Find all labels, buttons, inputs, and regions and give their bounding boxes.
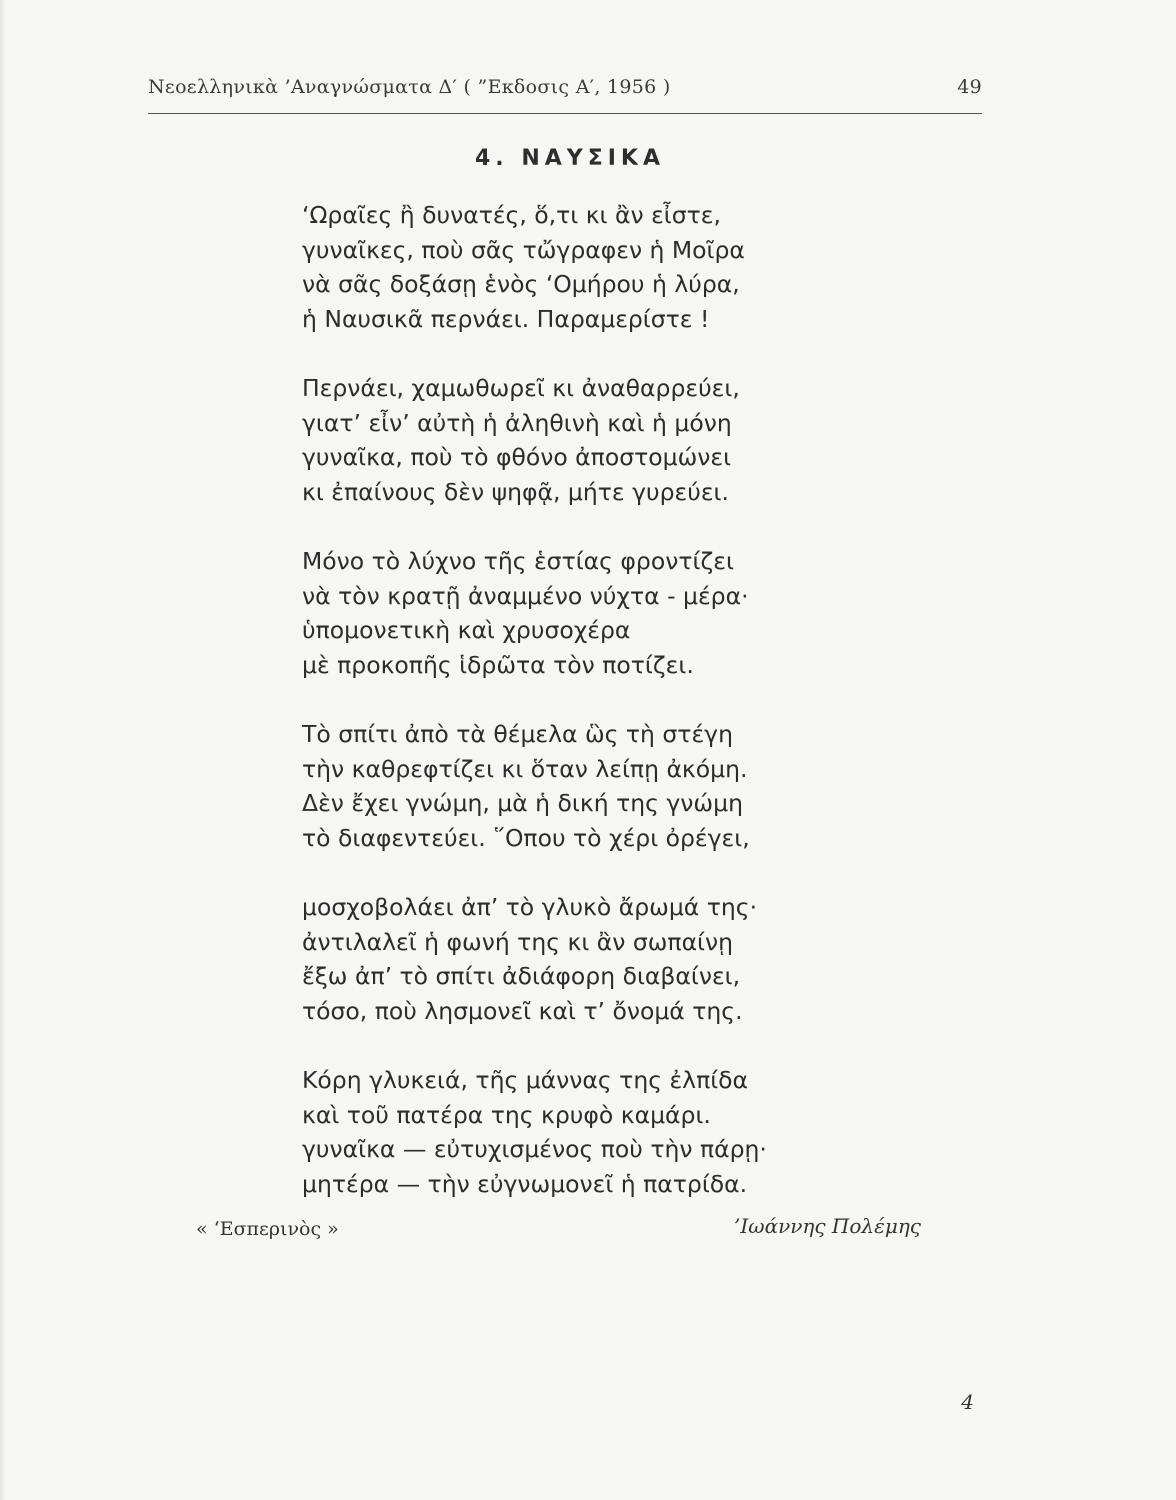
verse-line: ὑπομονετικὴ καὶ χρυσοχέρα xyxy=(302,616,631,644)
author-name: ’Ιωάννης Πολέμης xyxy=(734,1214,922,1238)
verse-line: νὰ τὸν κρατῇ ἀναμμένο νύχτα - μέρα· xyxy=(302,581,749,610)
poem-title: 4. ΝΑΥΣΙΚΑ xyxy=(475,146,665,171)
verse-line: Μόνο τὸ λύχνο τῆς ἑστίας φροντίζει xyxy=(302,547,734,575)
verse-line: γυναῖκα — εὐτυχισμένος ποὺ τὴν πάρῃ· xyxy=(302,1135,767,1163)
stanza-3 xyxy=(302,544,862,682)
verse-line: ‘Ωραῖες ἢ δυνατές, ὅ,τι κι ἂν εἶστε, xyxy=(302,201,721,229)
signature-mark: 4 xyxy=(961,1390,974,1414)
stanza-2 xyxy=(302,371,862,509)
running-header-title: Νεοελληνικὰ ’Αναγνώσματα Δ′ ( ”Εκδοσις Α′, 1956 ) xyxy=(148,76,671,98)
verse-line: ἀντιλαλεῖ ἡ φωνή της κι ἂν σωπαίνῃ xyxy=(302,927,734,956)
page-number: 49 xyxy=(957,76,982,98)
verse-line: ἡ Ναυσικᾶ περνάει. Παραμερίστε ! xyxy=(302,304,710,333)
stanza-4 xyxy=(302,717,862,855)
verse-line: Δὲν ἔχει γνώμη, μὰ ἡ δική της γνώμη xyxy=(302,789,743,817)
verse-line: μητέρα — τὴν εὐγνωμονεῖ ἡ πατρίδα. xyxy=(302,1169,748,1198)
verse-line: ἔξω ἀπ’ τὸ σπίτι ἀδιάφορη διαβαίνει, xyxy=(302,962,741,990)
verse-line: μοσχοβολάει ἀπ’ τὸ γλυκὸ ἄρωμά της· xyxy=(302,893,758,921)
source-citation: « ‘Εσπερινὸς » xyxy=(196,1218,339,1240)
verse-line: τὴν καθρεφτίζει κι ὅταν λείπῃ ἀκόμη. xyxy=(302,754,748,783)
poem-body xyxy=(302,198,862,1236)
verse-line: τόσο, ποὺ λησμονεῖ καὶ τ’ ὄνομά της. xyxy=(302,996,743,1025)
scan-edge-shadow xyxy=(0,0,6,1500)
stanza-5 xyxy=(302,890,862,1028)
stanza-6 xyxy=(302,1063,862,1201)
stanza-1 xyxy=(302,198,862,336)
verse-line: τὸ διαφεντεύει. ῞Οπου τὸ χέρι ὀρέγει, xyxy=(302,823,750,852)
verse-line: μὲ προκοπῆς ἱδρῶτα τὸν ποτίζει. xyxy=(302,650,694,679)
verse-line: καὶ τοῦ πατέρα της κρυφὸ καμάρι. xyxy=(302,1100,711,1129)
verse-line: Κόρη γλυκειά, τῆς μάννας της ἐλπίδα xyxy=(302,1066,749,1094)
verse-line: Περνάει, χαμωθωρεῖ κι ἀναθαρρεύει, xyxy=(302,374,740,402)
verse-line: Τὸ σπίτι ἀπὸ τὰ θέμελα ὣς τὴ στέγη xyxy=(302,720,733,748)
verse-line: κι ἐπαίνους δὲν ψηφᾷ, μήτε γυρεύει. xyxy=(302,477,729,506)
verse-line: γυναῖκες, ποὺ σᾶς τὤγραφεν ἡ Μοῖρα xyxy=(302,235,745,264)
verse-line: γιατ’ εἶν’ αὐτὴ ἡ ἀληθινὴ καὶ ἡ μόνη xyxy=(302,408,732,437)
running-header xyxy=(148,76,982,106)
verse-line: γυναῖκα, ποὺ τὸ φθόνο ἀποστομώνει xyxy=(302,443,732,471)
header-rule xyxy=(148,113,982,114)
verse-line: νὰ σᾶς δοξάσῃ ἑνὸς ‘Ομήρου ἡ λύρα, xyxy=(302,270,740,298)
